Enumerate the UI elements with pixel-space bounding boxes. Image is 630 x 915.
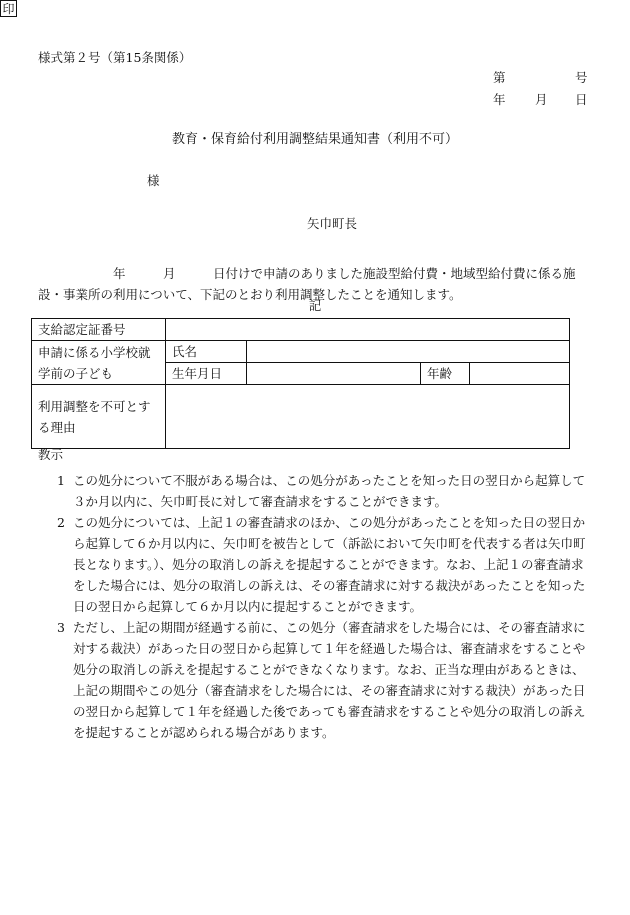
instruction-item — [38, 617, 590, 743]
instruction-number: 2 — [57, 515, 65, 530]
name-label: 氏名 — [166, 341, 247, 363]
cert-number-label: 支給認定証番号 — [32, 319, 166, 341]
date-month: 月 — [535, 92, 548, 107]
instruction-item — [38, 512, 590, 617]
instructions-heading: 教示 — [38, 447, 64, 462]
age-label: 年齢 — [421, 363, 470, 385]
instruction-item — [38, 470, 590, 512]
ki-heading: 記 — [308, 298, 322, 313]
date-year: 年 — [493, 92, 506, 107]
instruction-text: ただし、上記の期間が経過する前に、この処分（審査請求をした場合には、その審査請求に対する裁決）があった日の翌日から起算して１年を経過した場合は、審査請求をすることや処分の取消しの訴えを提起することができなくなります。なお、正当な理由があるときは、上記の期間やこの処分（審査請求をした場合には、その審査請求に対する裁決）があった日の翌日から起算して１年を経過した後であっても審査請求をすることや処分の取消しの訴えを提起することが認められる場合があります。 — [73, 620, 586, 740]
age-value — [470, 363, 570, 385]
seal-mark: 印 — [2, 2, 15, 16]
instruction-number: 1 — [57, 473, 65, 488]
instruction-text: この処分については、上記１の審査請求のほか、この処分があったことを知った日の翌日から起算して６か月以内に、矢巾町を被告として（訴訟において矢巾町を代表する者は矢巾町長となります。）、処分の取消しの訴えを提起することができます。なお、上記１の審査請求をした場合には、処分の取消しの訴えは、その審査請求に対する裁決があったことを知った日の翌日から起算して６か月以内に提起することができます。 — [73, 515, 586, 614]
notice-body: 年 月 日付けで申請のありました施設型給付費・地域型給付費に係る施設・事業所の利用について、下記のとおり利用調整したことを通知します。 — [38, 266, 576, 302]
issuer-name: 矢巾町長 — [307, 216, 358, 231]
instructions-list — [38, 470, 590, 743]
instruction-number: 3 — [57, 620, 65, 635]
document-number-suffix: 号 — [575, 70, 588, 85]
instruction-text: この処分について不服がある場合は、この処分があったことを知った日の翌日から起算して３か月以内に、矢巾町長に対して審査請求をすることができます。 — [73, 473, 586, 509]
date-day: 日 — [575, 92, 588, 107]
cert-number-value — [166, 319, 570, 341]
addressee-suffix: 様 — [147, 173, 160, 188]
reason-value — [166, 385, 570, 449]
child-label: 申請に係る小学校就学前の子ども — [32, 341, 166, 385]
seal-stamp — [0, 0, 17, 17]
document-title: 教育・保育給付利用調整結果通知書（利用不可） — [171, 132, 458, 147]
name-value — [247, 341, 570, 363]
document-number-prefix: 第 — [493, 70, 506, 85]
reason-label: 利用調整を不可とする理由 — [32, 385, 166, 449]
details-table — [31, 318, 570, 449]
birthdate-label: 生年月日 — [166, 363, 247, 385]
form-label: 様式第２号（第15条関係） — [38, 50, 192, 65]
birthdate-value — [247, 363, 421, 385]
